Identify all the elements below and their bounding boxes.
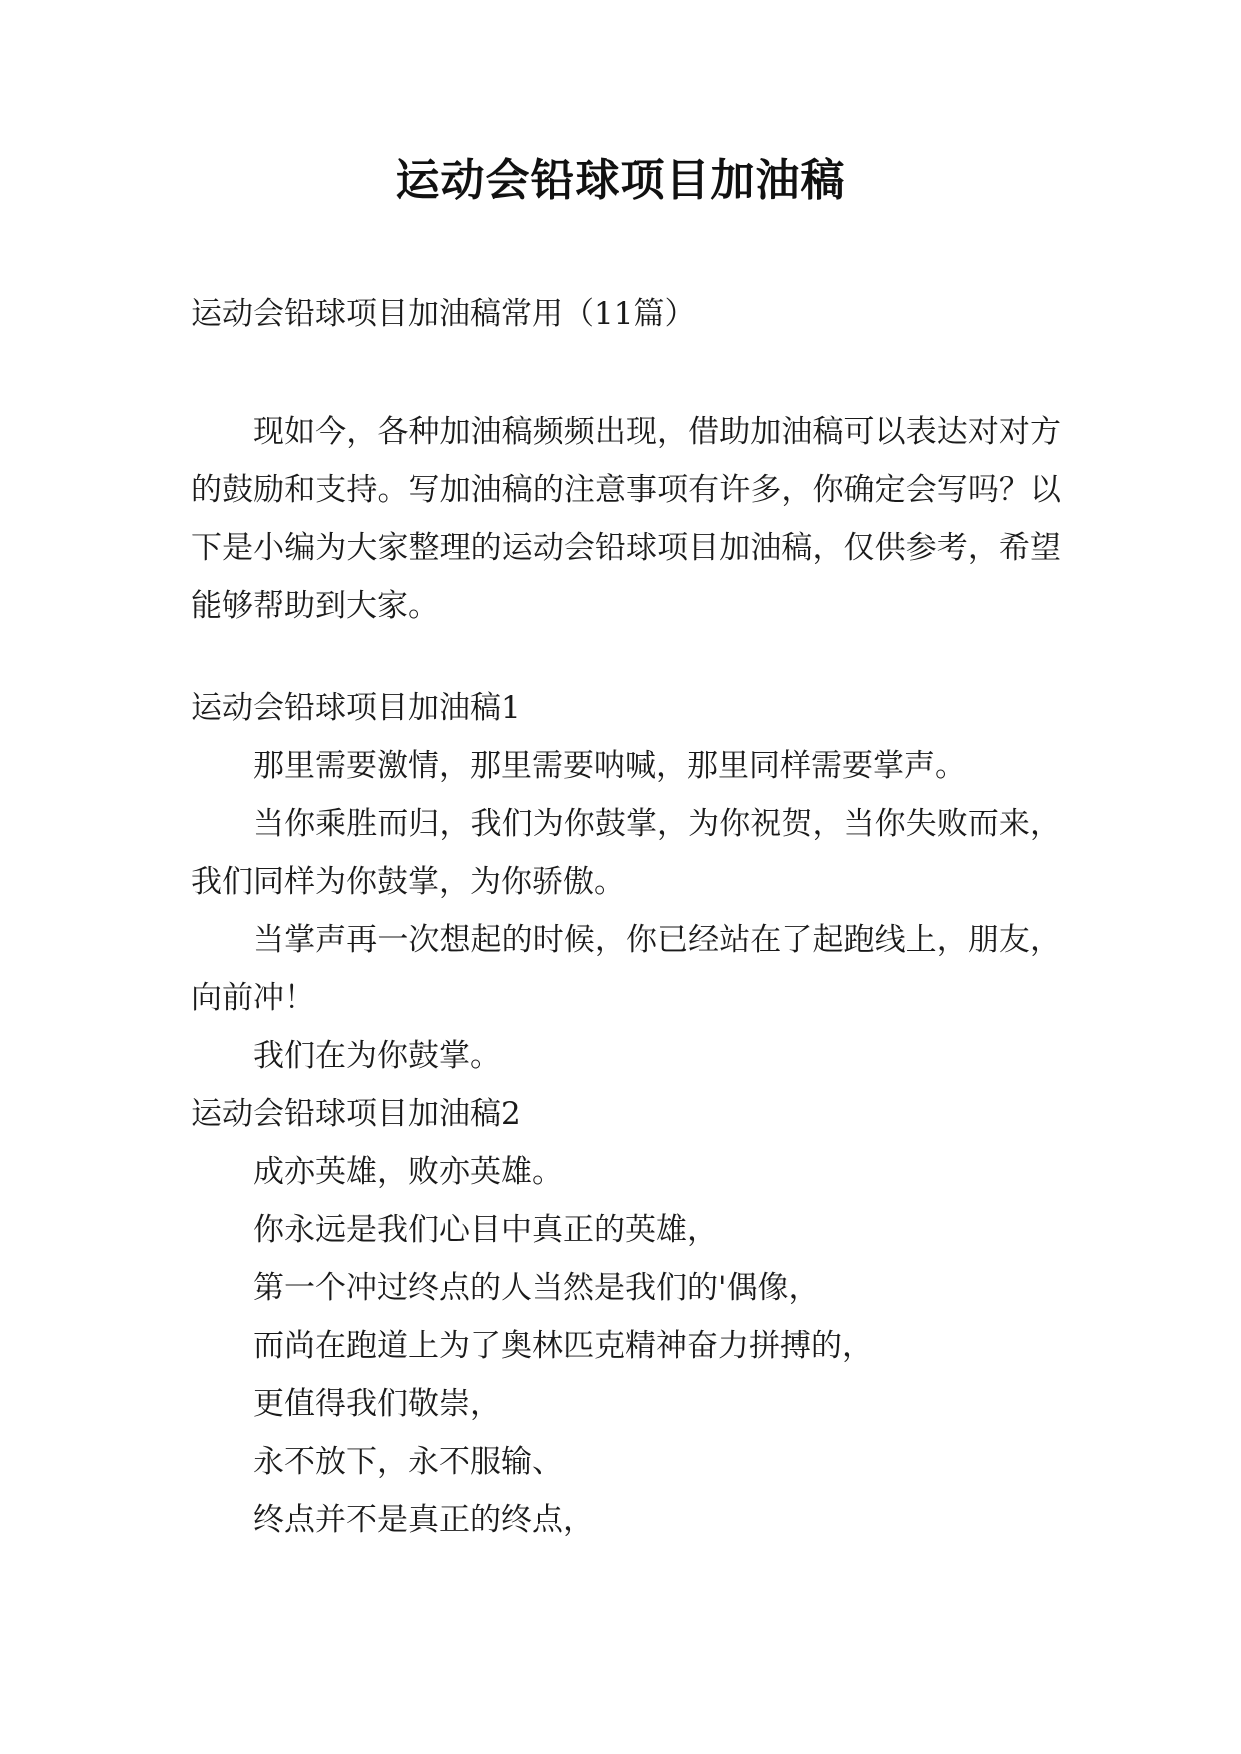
section-paragraph: 更值得我们敬崇， xyxy=(253,1386,501,1422)
section-paragraph: 而尚在跑道上为了奥林匹克精神奋力拼搏的， xyxy=(253,1328,873,1364)
section-paragraph: 你永远是我们心目中真正的英雄， xyxy=(253,1212,718,1248)
section-paragraph: 那里需要激情，那里需要呐喊，那里同样需要掌声。 xyxy=(253,748,966,784)
spacer xyxy=(191,343,1061,403)
section-2 xyxy=(191,1085,1061,1549)
document-title: 运动会铅球项目加油稿 xyxy=(395,155,846,206)
section-paragraph: 当你乘胜而归，我们为你鼓掌，为你祝贺，当你失败而来，我们同样为你鼓掌，为你骄傲。 xyxy=(191,806,1061,900)
section-heading: 运动会铅球项目加油稿2 xyxy=(191,1096,521,1132)
section-1 xyxy=(191,679,1061,1085)
section-paragraph: 我们在为你鼓掌。 xyxy=(253,1038,501,1074)
section-paragraph: 成亦英雄，败亦英雄。 xyxy=(253,1154,563,1190)
section-heading: 运动会铅球项目加油稿1 xyxy=(191,690,521,726)
spacer xyxy=(191,635,1061,679)
intro-paragraph: 现如今，各种加油稿频频出现，借助加油稿可以表达对对方的鼓励和支持。写加油稿的注意事项有许多，你确定会写吗？以下是小编为大家整理的运动会铅球项目加油稿，仅供参考，希望能够帮助到大家。 xyxy=(191,414,1061,624)
section-paragraph: 终点并不是真正的终点， xyxy=(253,1502,594,1538)
section-paragraph: 当掌声再一次想起的时候，你已经站在了起跑线上，朋友，向前冲！ xyxy=(191,922,1061,1016)
document-subtitle: 运动会铅球项目加油稿常用（11篇） xyxy=(191,296,696,332)
section-paragraph: 永不放下，永不服输、 xyxy=(253,1444,563,1480)
section-paragraph: 第一个冲过终点的人当然是我们的'偶像， xyxy=(253,1270,820,1306)
document-body xyxy=(191,285,1061,1549)
